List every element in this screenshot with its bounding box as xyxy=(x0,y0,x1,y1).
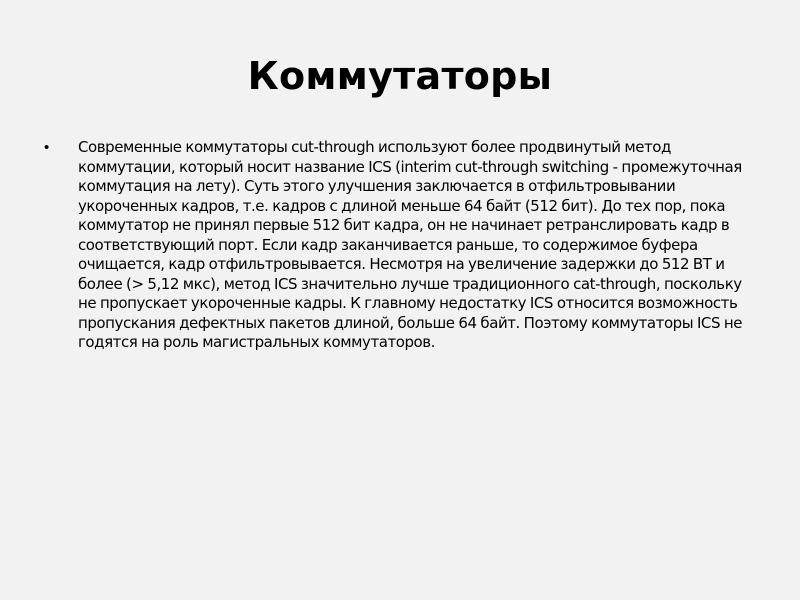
slide-content xyxy=(40,138,760,353)
slide-title: Коммутаторы xyxy=(247,54,553,98)
bullet-text: Современные коммутаторы cut-through используют более продвинутый метод коммутации, который носит название ICS (interim cut-through switching - промежуточная коммутация на лету). Суть этого улучшения заключается в отфильтровывании укороченных кадров, т.е. кадров с длиной меньше 64 байт (512 бит). До тех пор, пока коммутатор не принял первые 512 бит кадра, он не начинает ретранслировать кадр в соответствующий порт. Если кадр заканчивается раньше, то содержимое буфера очищается, кадр отфильтровывается. Несмотря на увеличение задержки до 512 ВТ и более (> 5,12 мкс), метод ICS значительно лучше традиционного cat-through, поскольку не пропускает укороченные кадры. К главному недостатку ICS относится возможность пропускания дефектных пакетов длиной, больше 64 байт. Поэтому коммутаторы ICS не годятся на роль магистральных коммутаторов. xyxy=(78,138,742,351)
bullet-item xyxy=(40,138,760,353)
bullet-icon: • xyxy=(44,139,50,156)
